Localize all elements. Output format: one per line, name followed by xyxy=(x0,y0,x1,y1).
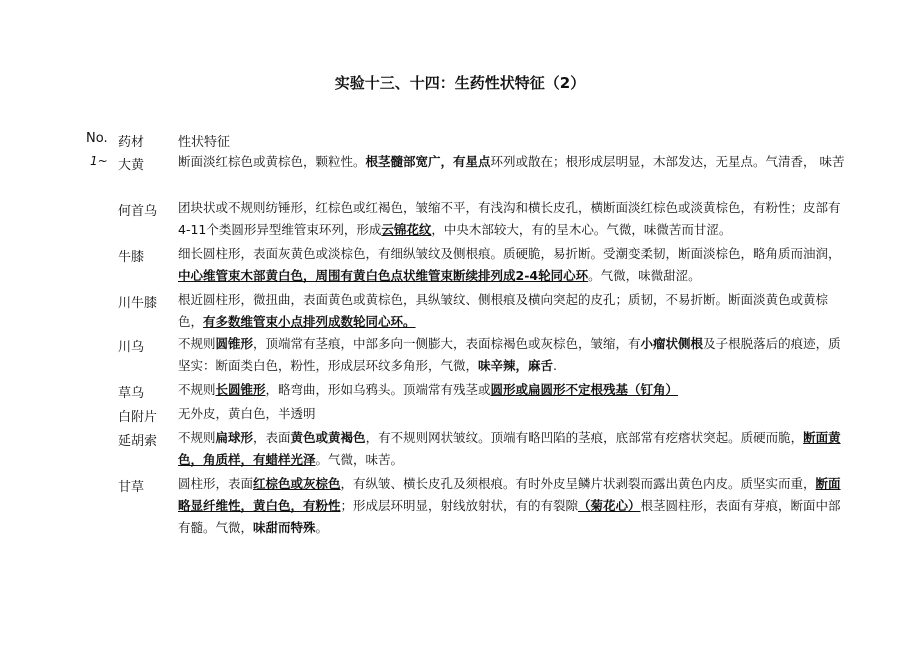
description-text: 无外皮，黄白色，半透明 xyxy=(178,406,316,421)
header-features: 性状特征 xyxy=(178,135,231,150)
emphasized-text: 圆形或扁圆形不定根残基（钉角） xyxy=(490,382,679,397)
herb-name: 草乌 xyxy=(118,386,145,401)
description-text: 根茎圆柱形，表面有芽痕，断面中部有髓。气微， xyxy=(178,498,841,535)
description-text: ，表面 xyxy=(253,430,291,445)
description-text: 断面淡红棕色或黄棕色，颗粒性。 xyxy=(178,154,366,169)
description-text: ，有纵皱、横长皮孔及须根痕。有时外皮呈鳞片状剥裂而露出黄色内皮。质坚实而重， xyxy=(340,476,816,491)
description-text: 。气微，味苦。 xyxy=(315,452,404,467)
description-text: 细长圆柱形，表面灰黄色或淡棕色，有细纵皱纹及侧根痕。质硬脆，易折断。受潮变柔韧，断面淡棕色，略角质而油润， xyxy=(178,246,841,261)
herb-description xyxy=(178,151,846,173)
herb-description xyxy=(178,427,846,471)
row-number: 1~ xyxy=(90,154,108,168)
description-text: ，顶端常有茎痕，中部多向一侧膨大，表面棕褐色或灰棕色，皱缩，有 xyxy=(253,336,641,351)
herb-name: 大黄 xyxy=(118,158,145,173)
description-text: 。气微，味微甜涩。 xyxy=(588,268,701,283)
herb-name: 白附片 xyxy=(118,410,158,425)
description-text: 不规则 xyxy=(178,336,216,351)
herb-name: 何首乌 xyxy=(118,204,158,219)
herb-name: 牛膝 xyxy=(118,250,145,265)
description-text: ，中央木部较大，有的呈木心。气微，味微苦而甘涩。 xyxy=(431,222,732,237)
herb-description xyxy=(178,243,846,287)
herb-description xyxy=(178,379,846,401)
description-text: 环列或散在；根形成层明显，木部发达，无星点。气清香， 味苦 xyxy=(490,154,845,169)
emphasized-text: 云锦花纹 xyxy=(381,222,432,237)
emphasized-text: 扁球形 xyxy=(215,430,254,445)
herb-name: 川牛膝 xyxy=(118,296,158,311)
emphasized-text: （菊花心） xyxy=(578,498,641,513)
herb-description xyxy=(178,197,846,241)
header-no: No. xyxy=(86,131,108,146)
header-herb: 药材 xyxy=(118,135,145,150)
description-text: 不规则 xyxy=(178,382,216,397)
description-text: 圆柱形，表面 xyxy=(178,476,254,491)
emphasized-text: 有多数维管束小点排列成数轮同心环。 xyxy=(203,314,416,329)
description-text: 团块状或不规则纺锤形，红棕色或红褐色，皱缩不平，有浅沟和横长皮孔，横断面淡红棕色或淡黄棕色，有粉性；皮部有4-11个类圆形异型维管束环列，形成 xyxy=(178,200,841,237)
description-text: . xyxy=(553,358,558,373)
emphasized-text: 断面略显纤维性，黄白色，有粉性 xyxy=(178,476,841,513)
herb-description xyxy=(178,473,846,539)
emphasized-text: 黄色或黄褐色 xyxy=(290,430,366,445)
emphasized-text: 味辛辣，麻舌 xyxy=(478,358,554,373)
herb-name: 甘草 xyxy=(118,480,145,495)
herb-name: 川乌 xyxy=(118,340,145,355)
description-text: ，有不规则网状皱纹。顶端有略凹陷的茎痕，底部常有疙瘩状突起。质硬而脆， xyxy=(365,430,804,445)
emphasized-text: 中心维管束木部黄白色，周围有黄白色点状维管束断续排列成2-4轮同心环 xyxy=(178,268,589,283)
emphasized-text: 味甜而特殊 xyxy=(253,520,316,535)
emphasized-text: 小瘤状侧根 xyxy=(640,336,704,351)
description-text: ；形成层环明显，射线放射状，有的有裂隙 xyxy=(340,498,579,513)
emphasized-text: 断面黄色，角质样，有蜡样光泽 xyxy=(178,430,841,467)
description-text: ，略弯曲，形如乌鸦头。顶端常有残茎或 xyxy=(265,382,491,397)
emphasized-text: 红棕色或灰棕色 xyxy=(253,476,341,491)
description-text: 。 xyxy=(315,520,329,535)
description-text: 不规则 xyxy=(178,430,216,445)
description-text: 及子根脱落后的痕迹，质坚实：断面类白色，粉性，形成层环纹多角形，气微， xyxy=(178,336,841,373)
description-text: 根近圆柱形，微扭曲，表面黄色或黄棕色，具纵皱纹、侧根痕及横向突起的皮孔；质韧，不易折断。断面淡黄色或黄棕色， xyxy=(178,292,829,329)
page-title: 实验十三、十四：生药性状特征（2） xyxy=(334,74,586,92)
herb-description xyxy=(178,403,846,425)
emphasized-text: 根茎髓部宽广，有星点 xyxy=(365,154,491,169)
herb-name: 延胡索 xyxy=(118,434,158,449)
herb-description xyxy=(178,333,846,377)
herb-description xyxy=(178,289,846,333)
emphasized-text: 长圆锥形 xyxy=(215,382,266,397)
emphasized-text: 圆锥形 xyxy=(215,336,254,351)
